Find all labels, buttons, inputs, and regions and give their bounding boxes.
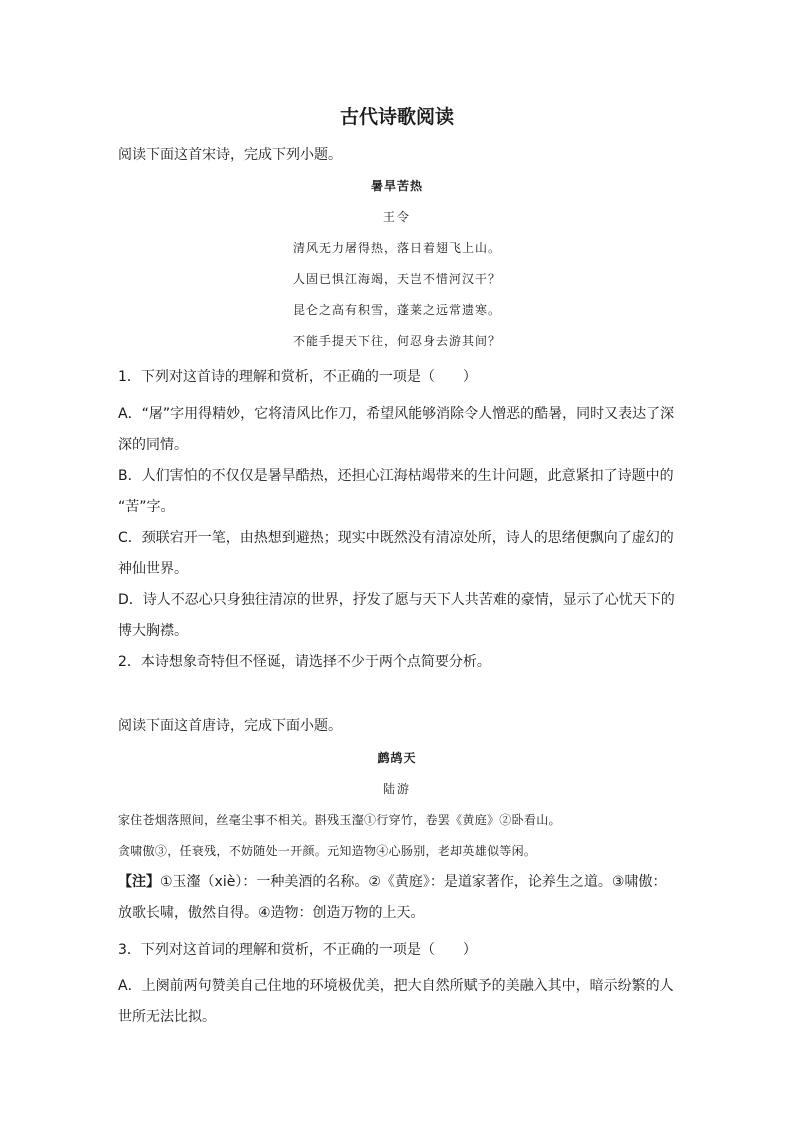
poem1-author: 王令 xyxy=(382,210,411,224)
question-1-option-b-cont: “苦”字。 xyxy=(118,499,175,515)
section1-intro: 阅读下面这首宋诗，完成下列小题。 xyxy=(118,147,342,163)
page-title: 古代诗歌阅读 xyxy=(339,106,454,128)
question-1-option-a-cont: 深的同情。 xyxy=(118,437,188,453)
annotation-label: 【注】 xyxy=(118,874,160,890)
poem1-line: 不能手提天下往，何忍身去游其间？ xyxy=(292,334,501,348)
poem2-title: 鹧鸪天 xyxy=(377,751,417,765)
question-3-option-a: A．上阕前两句赞美自己住地的环境极优美，把大自然所赋予的美融入其中，暗示纷繁的人 xyxy=(118,978,674,994)
question-3-stem: 3．下列对这首词的理解和赏析，不正确的一项是（ ） xyxy=(118,942,477,958)
question-2: 2．本诗想象奇特但不怪诞，请选择不少于两个点简要分析。 xyxy=(118,654,491,670)
poem1-line: 人固已惧江海竭，天岂不惜河汉干？ xyxy=(292,272,501,286)
question-1-option-c-cont: 神仙世界。 xyxy=(118,561,188,577)
annotation-text: ①玉瀣（xiè）：一种美酒的名称。②《黄庭》：是道家著作，论养生之道。③啸傲： xyxy=(160,874,667,890)
question-3-option-a-cont: 世所无法比拟。 xyxy=(118,1009,216,1025)
poem2-line: 家住苍烟落照间，丝毫尘事不相关。斟残玉瀣①行穿竹，卷罢《黄庭》②卧看山。 xyxy=(118,813,561,827)
annotation-cont: 放歌长啸，傲然自得。④造物：创造万物的上天。 xyxy=(118,905,425,921)
question-1-option-a: A．“屠”字用得精妙，它将清风比作刀，希望风能够消除令人憎恶的酷暑，同时又表达了深 xyxy=(118,406,675,422)
question-1-option-d: D．诗人不忍心只身独往清凉的世界，抒发了愿与天下人共苦难的豪情，显示了心忧天下的 xyxy=(118,592,675,608)
poem2-line: 贪啸傲③，任衰残，不妨随处一开颜。元知造物④心肠别，老却英雄似等闲。 xyxy=(118,844,537,858)
question-1-stem: 1．下列对这首诗的理解和赏析，不正确的一项是（ ） xyxy=(118,369,477,385)
poem1-line: 清风无力屠得热，落日着翅飞上山。 xyxy=(292,241,501,255)
poem1-line: 昆仑之高有积雪，蓬莱之远常遗寒。 xyxy=(292,303,501,317)
question-1-option-d-cont: 博大胸襟。 xyxy=(118,623,188,639)
question-1-option-c: C．颈联宕开一笔，由热想到避热；现实中既然没有清凉处所，诗人的思绪便飘向了虚幻的 xyxy=(118,530,674,546)
poem2-author: 陆游 xyxy=(382,782,411,796)
poem1-title: 暑旱苦热 xyxy=(370,179,423,193)
section2-intro: 阅读下面这首唐诗，完成下面小题。 xyxy=(118,718,342,734)
question-1-option-b: B．人们害怕的不仅仅是暑旱酷热，还担心江海枯竭带来的生计问题，此意紧扣了诗题中的 xyxy=(118,468,674,484)
annotation xyxy=(118,872,678,892)
